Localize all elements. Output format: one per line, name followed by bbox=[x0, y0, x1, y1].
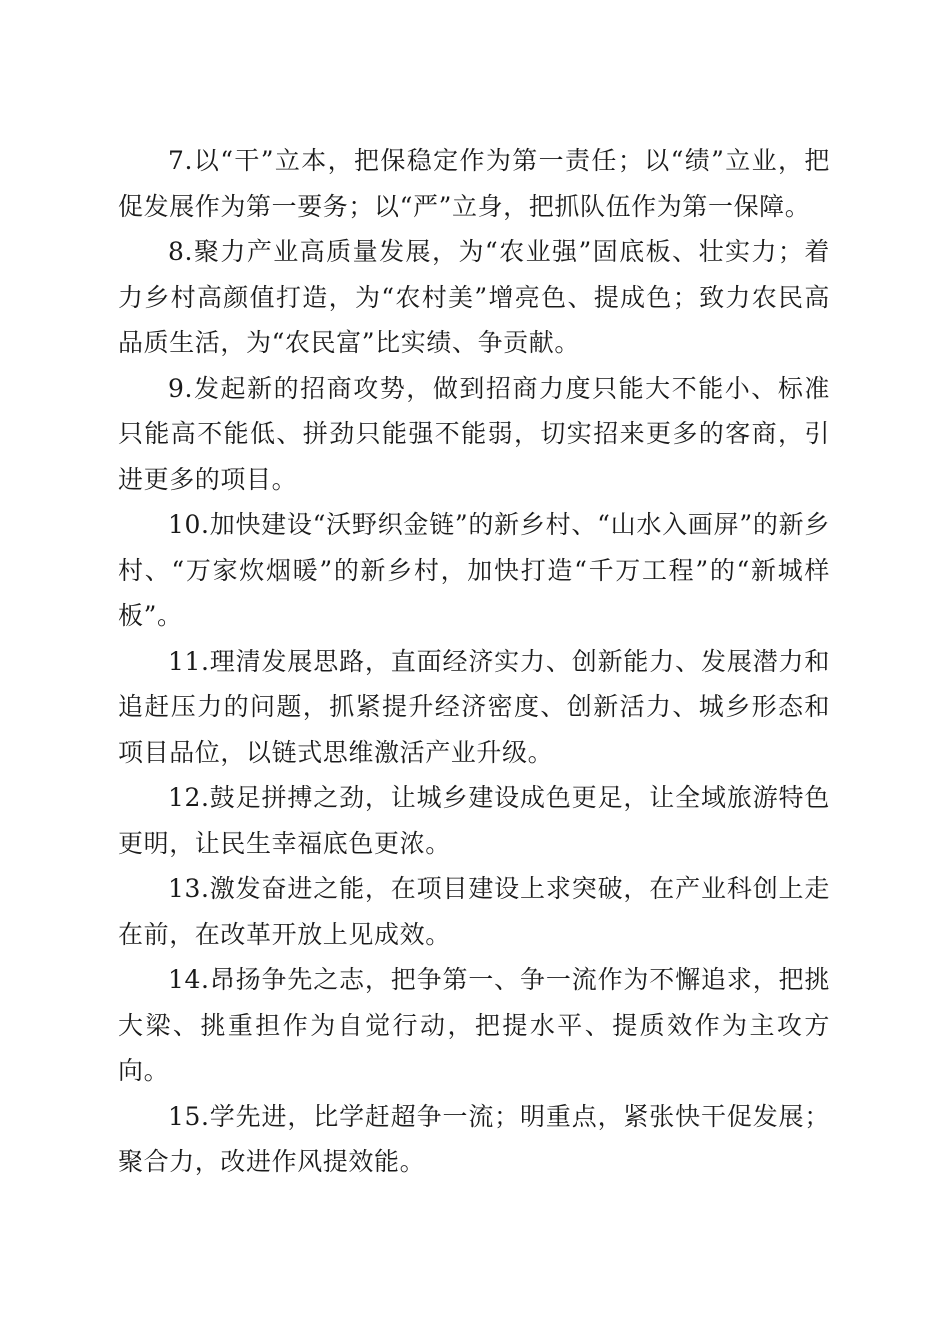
paragraph-15: 15.学先进，比学赶超争一流；明重点，紧张快干促发展；聚合力，改进作风提效能。 bbox=[118, 1101, 830, 1176]
paragraph-12: 12.鼓足拼搏之劲，让城乡建设成色更足，让全域旅游特色更明，让民生幸福底色更浓。 bbox=[118, 783, 830, 858]
document-body bbox=[118, 138, 830, 1185]
paragraph-7: 7.以“干”立本，把保稳定作为第一责任；以“绩”立业，把促发展作为第一要务；以“严”立身，把抓队伍作为第一保障。 bbox=[118, 146, 830, 221]
paragraph-9: 9.发起新的招商攻势，做到招商力度只能大不能小、标准只能高不能低、拼劲只能强不能弱，切实招来更多的客商，引进更多的项目。 bbox=[118, 373, 830, 494]
paragraph-11: 11.理清发展思路，直面经济实力、创新能力、发展潜力和追赶压力的问题，抓紧提升经济密度、创新活力、城乡形态和项目品位，以链式思维激活产业升级。 bbox=[118, 646, 830, 767]
paragraph-10: 10.加快建设“沃野织金链”的新乡村、“山水入画屏”的新乡村、“万家炊烟暖”的新乡村，加快打造“千万工程”的“新城样板”。 bbox=[118, 510, 830, 630]
paragraph-14: 14.昂扬争先之志，把争第一、争一流作为不懈追求，把挑大梁、挑重担作为自觉行动，把提水平、提质效作为主攻方向。 bbox=[118, 965, 830, 1085]
paragraph-13: 13.激发奋进之能，在项目建设上求突破，在产业科创上走在前，在改革开放上见成效。 bbox=[118, 874, 830, 949]
paragraph-8: 8.聚力产业高质量发展，为“农业强”固底板、壮实力；着力乡村高颜值打造，为“农村美”增亮色、提成色；致力农民高品质生活，为“农民富”比实绩、争贡献。 bbox=[118, 237, 830, 357]
